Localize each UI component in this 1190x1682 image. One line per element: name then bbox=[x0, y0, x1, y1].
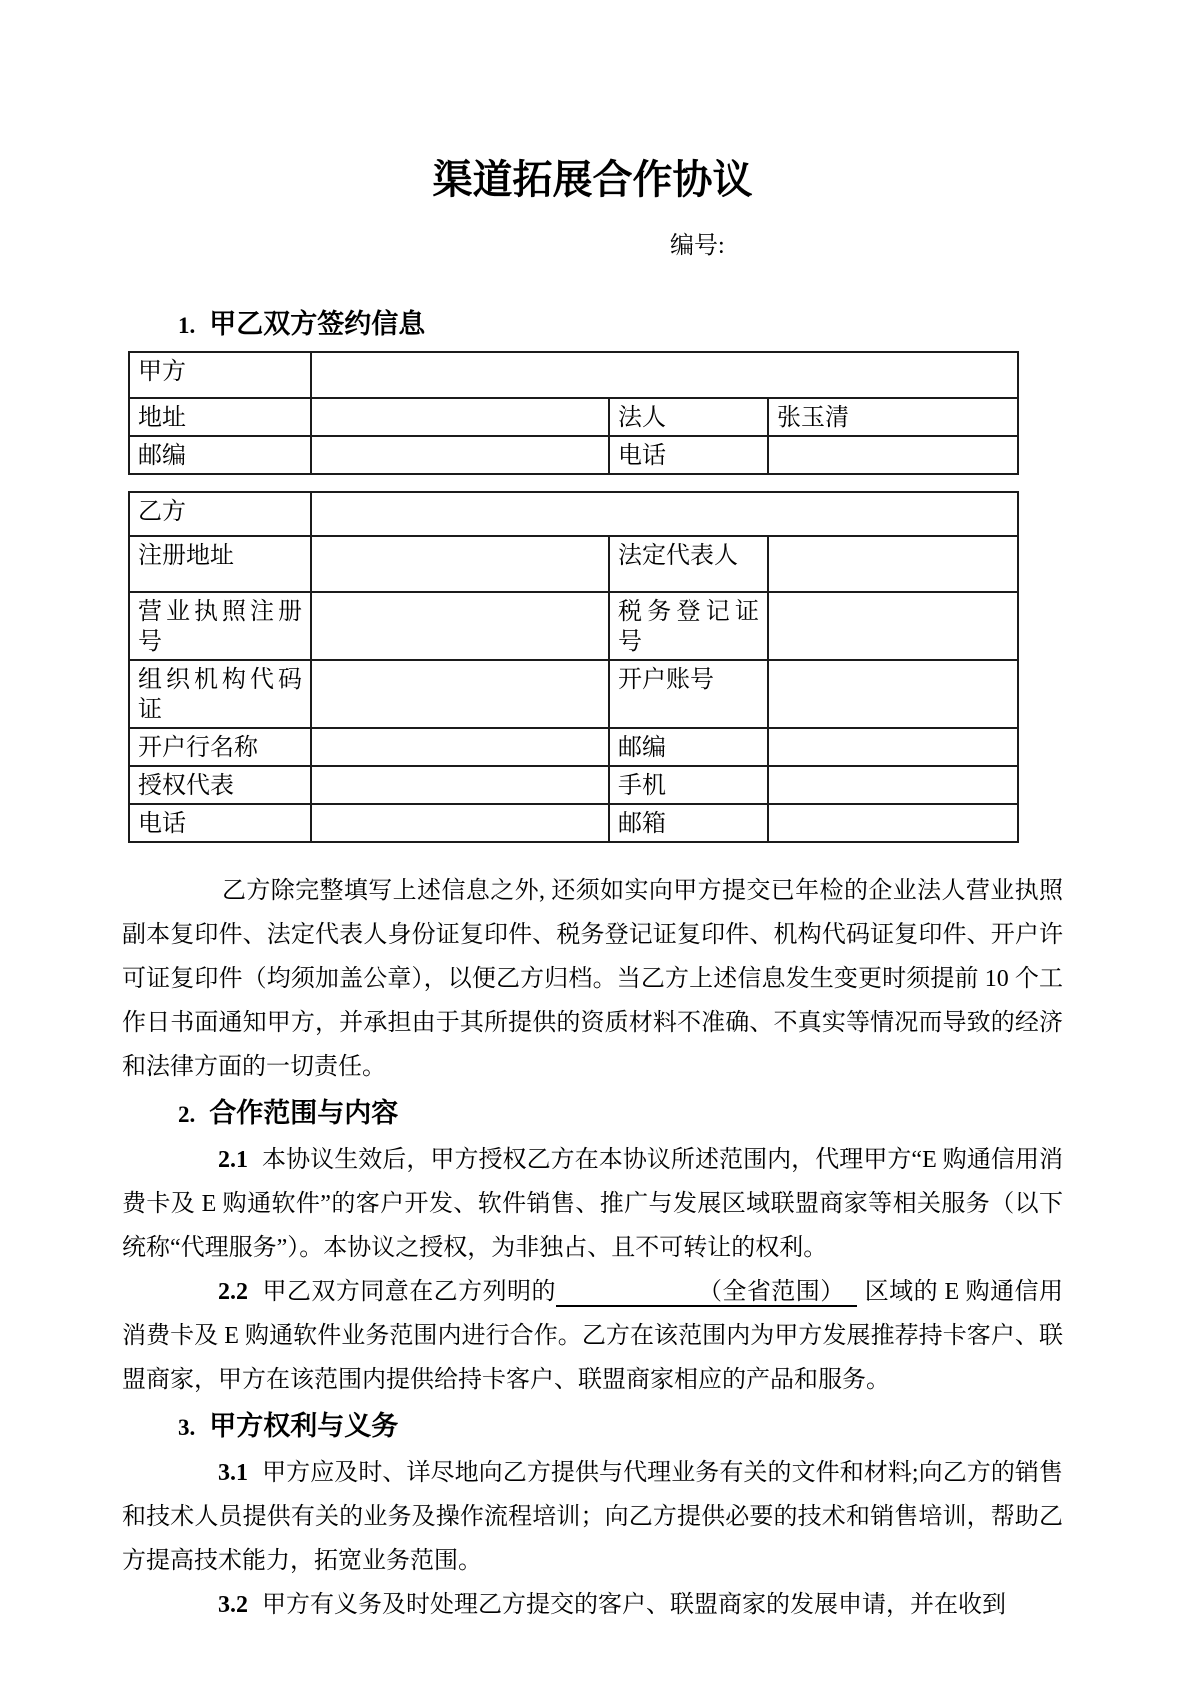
section-1-number: 1. bbox=[178, 313, 196, 338]
field-value[interactable] bbox=[311, 804, 609, 842]
field-label: 乙方 bbox=[129, 492, 311, 536]
doc-title: 渠道拓展合作协议 bbox=[432, 157, 753, 202]
field-label: 邮编 bbox=[129, 436, 311, 474]
field-value[interactable] bbox=[311, 492, 1018, 536]
table-row bbox=[129, 804, 1018, 842]
clause-3-2 bbox=[122, 1583, 1063, 1627]
section-1-title: 甲乙双方签约信息 bbox=[209, 309, 426, 339]
clause-2-2-text-before: 甲乙双方同意在乙方列明的 bbox=[262, 1279, 556, 1305]
field-label: 手机 bbox=[609, 766, 768, 804]
field-label: 法定代表人 bbox=[609, 536, 768, 592]
table-row bbox=[129, 728, 1018, 766]
field-value[interactable] bbox=[768, 804, 1018, 842]
field-label: 电话 bbox=[609, 436, 768, 474]
clause-2-2 bbox=[122, 1270, 1063, 1402]
field-value[interactable] bbox=[311, 728, 609, 766]
field-label: 邮箱 bbox=[609, 804, 768, 842]
field-value[interactable] bbox=[311, 592, 609, 660]
clause-2-1-number: 2.1 bbox=[218, 1147, 248, 1173]
intro-paragraph: 乙方除完整填写上述信息之外, 还须如实向甲方提交已年检的企业法人营业执照副本复印件、法定代表人身份证复印件、税务登记证复印件、机构代码证复印件、开户许可证复印件（均须加盖公章），以便乙方归档。当乙方上述信息发生变更时须提前 10 个工作日书面通知甲方，并承担由于其所提供的资质材料不准确、不真实等情况而导致的经济和法律方面的一切责任。 bbox=[122, 878, 1063, 1080]
field-value[interactable] bbox=[311, 536, 609, 592]
field-value[interactable] bbox=[768, 728, 1018, 766]
party-a-table bbox=[128, 351, 1019, 475]
section-heading-2 bbox=[122, 1095, 1063, 1136]
section-2-number: 2. bbox=[178, 1102, 196, 1127]
field-value[interactable] bbox=[768, 536, 1018, 592]
clause-3-1 bbox=[122, 1451, 1063, 1583]
field-label: 邮编 bbox=[609, 728, 768, 766]
party-b-table bbox=[128, 491, 1019, 843]
table-row bbox=[129, 536, 1018, 592]
field-label: 开户行名称 bbox=[129, 728, 311, 766]
field-label: 电话 bbox=[129, 804, 311, 842]
field-label: 甲方 bbox=[129, 352, 311, 398]
table-row bbox=[129, 352, 1018, 398]
field-label: 税务登记证号 bbox=[609, 592, 768, 660]
field-value[interactable] bbox=[311, 766, 609, 804]
clause-3-2-number: 3.2 bbox=[218, 1592, 248, 1618]
section-3-title: 甲方权利与义务 bbox=[209, 1411, 399, 1441]
field-value[interactable] bbox=[768, 436, 1018, 474]
field-label: 法人 bbox=[609, 398, 768, 436]
section-heading-1 bbox=[122, 306, 1063, 347]
clause-3-2-text: 甲方有义务及时处理乙方提交的客户、联盟商家的发展申请，并在收到 bbox=[262, 1592, 1006, 1618]
table-row bbox=[129, 492, 1018, 536]
table-row bbox=[129, 436, 1018, 474]
clause-3-1-text: 甲方应及时、详尽地向乙方提供与代理业务有关的文件和材料;向乙方的销售和技术人员提供有关的业务及操作流程培训；向乙方提供必要的技术和销售培训，帮助乙方提高技术能力，拓宽业务范围。 bbox=[122, 1460, 1063, 1574]
field-value[interactable] bbox=[768, 660, 1018, 728]
section-heading-3 bbox=[122, 1408, 1063, 1449]
field-label: 地址 bbox=[129, 398, 311, 436]
field-value[interactable]: 张玉清 bbox=[768, 398, 1018, 436]
clause-2-2-number: 2.2 bbox=[218, 1279, 248, 1305]
table-row bbox=[129, 592, 1018, 660]
field-value[interactable] bbox=[311, 398, 609, 436]
field-value[interactable] bbox=[768, 766, 1018, 804]
clause-2-2-text-after: 区域的 E 购通信用消费卡及 E 购通软件业务范围内进行合作。乙方在该范围内为甲方发展推荐持卡客户、联盟商家，甲方在该范围内提供给持卡客户、联盟商家相应的产品和服务。 bbox=[122, 1279, 1064, 1393]
table-row bbox=[129, 398, 1018, 436]
section-2-title: 合作范围与内容 bbox=[209, 1098, 399, 1128]
table-row bbox=[129, 766, 1018, 804]
field-label: 组织机构代码证 bbox=[129, 660, 311, 728]
doc-number-label: 编号: bbox=[670, 233, 725, 259]
doc-number-line bbox=[122, 230, 1063, 262]
clause-2-1 bbox=[122, 1138, 1063, 1270]
field-label: 开户账号 bbox=[609, 660, 768, 728]
fill-in-blank-region[interactable]: （全省范围） bbox=[556, 1279, 857, 1307]
table-row bbox=[129, 660, 1018, 728]
field-label: 注册地址 bbox=[129, 536, 311, 592]
field-value[interactable] bbox=[311, 660, 609, 728]
clause-2-1-text: 本协议生效后，甲方授权乙方在本协议所述范围内，代理甲方“E 购通信用消费卡及 E 购通软件”的客户开发、软件销售、推广与发展区域联盟商家等相关服务（以下统称“代理服务”）。本协议之授权，为非独占、且不可转让的权利。 bbox=[122, 1147, 1063, 1261]
field-value[interactable] bbox=[311, 352, 1018, 398]
field-value[interactable] bbox=[768, 592, 1018, 660]
field-label: 营业执照注册号 bbox=[129, 592, 311, 660]
field-value[interactable] bbox=[311, 436, 609, 474]
field-label: 授权代表 bbox=[129, 766, 311, 804]
section-3-number: 3. bbox=[178, 1415, 196, 1440]
clause-3-1-number: 3.1 bbox=[218, 1460, 248, 1486]
